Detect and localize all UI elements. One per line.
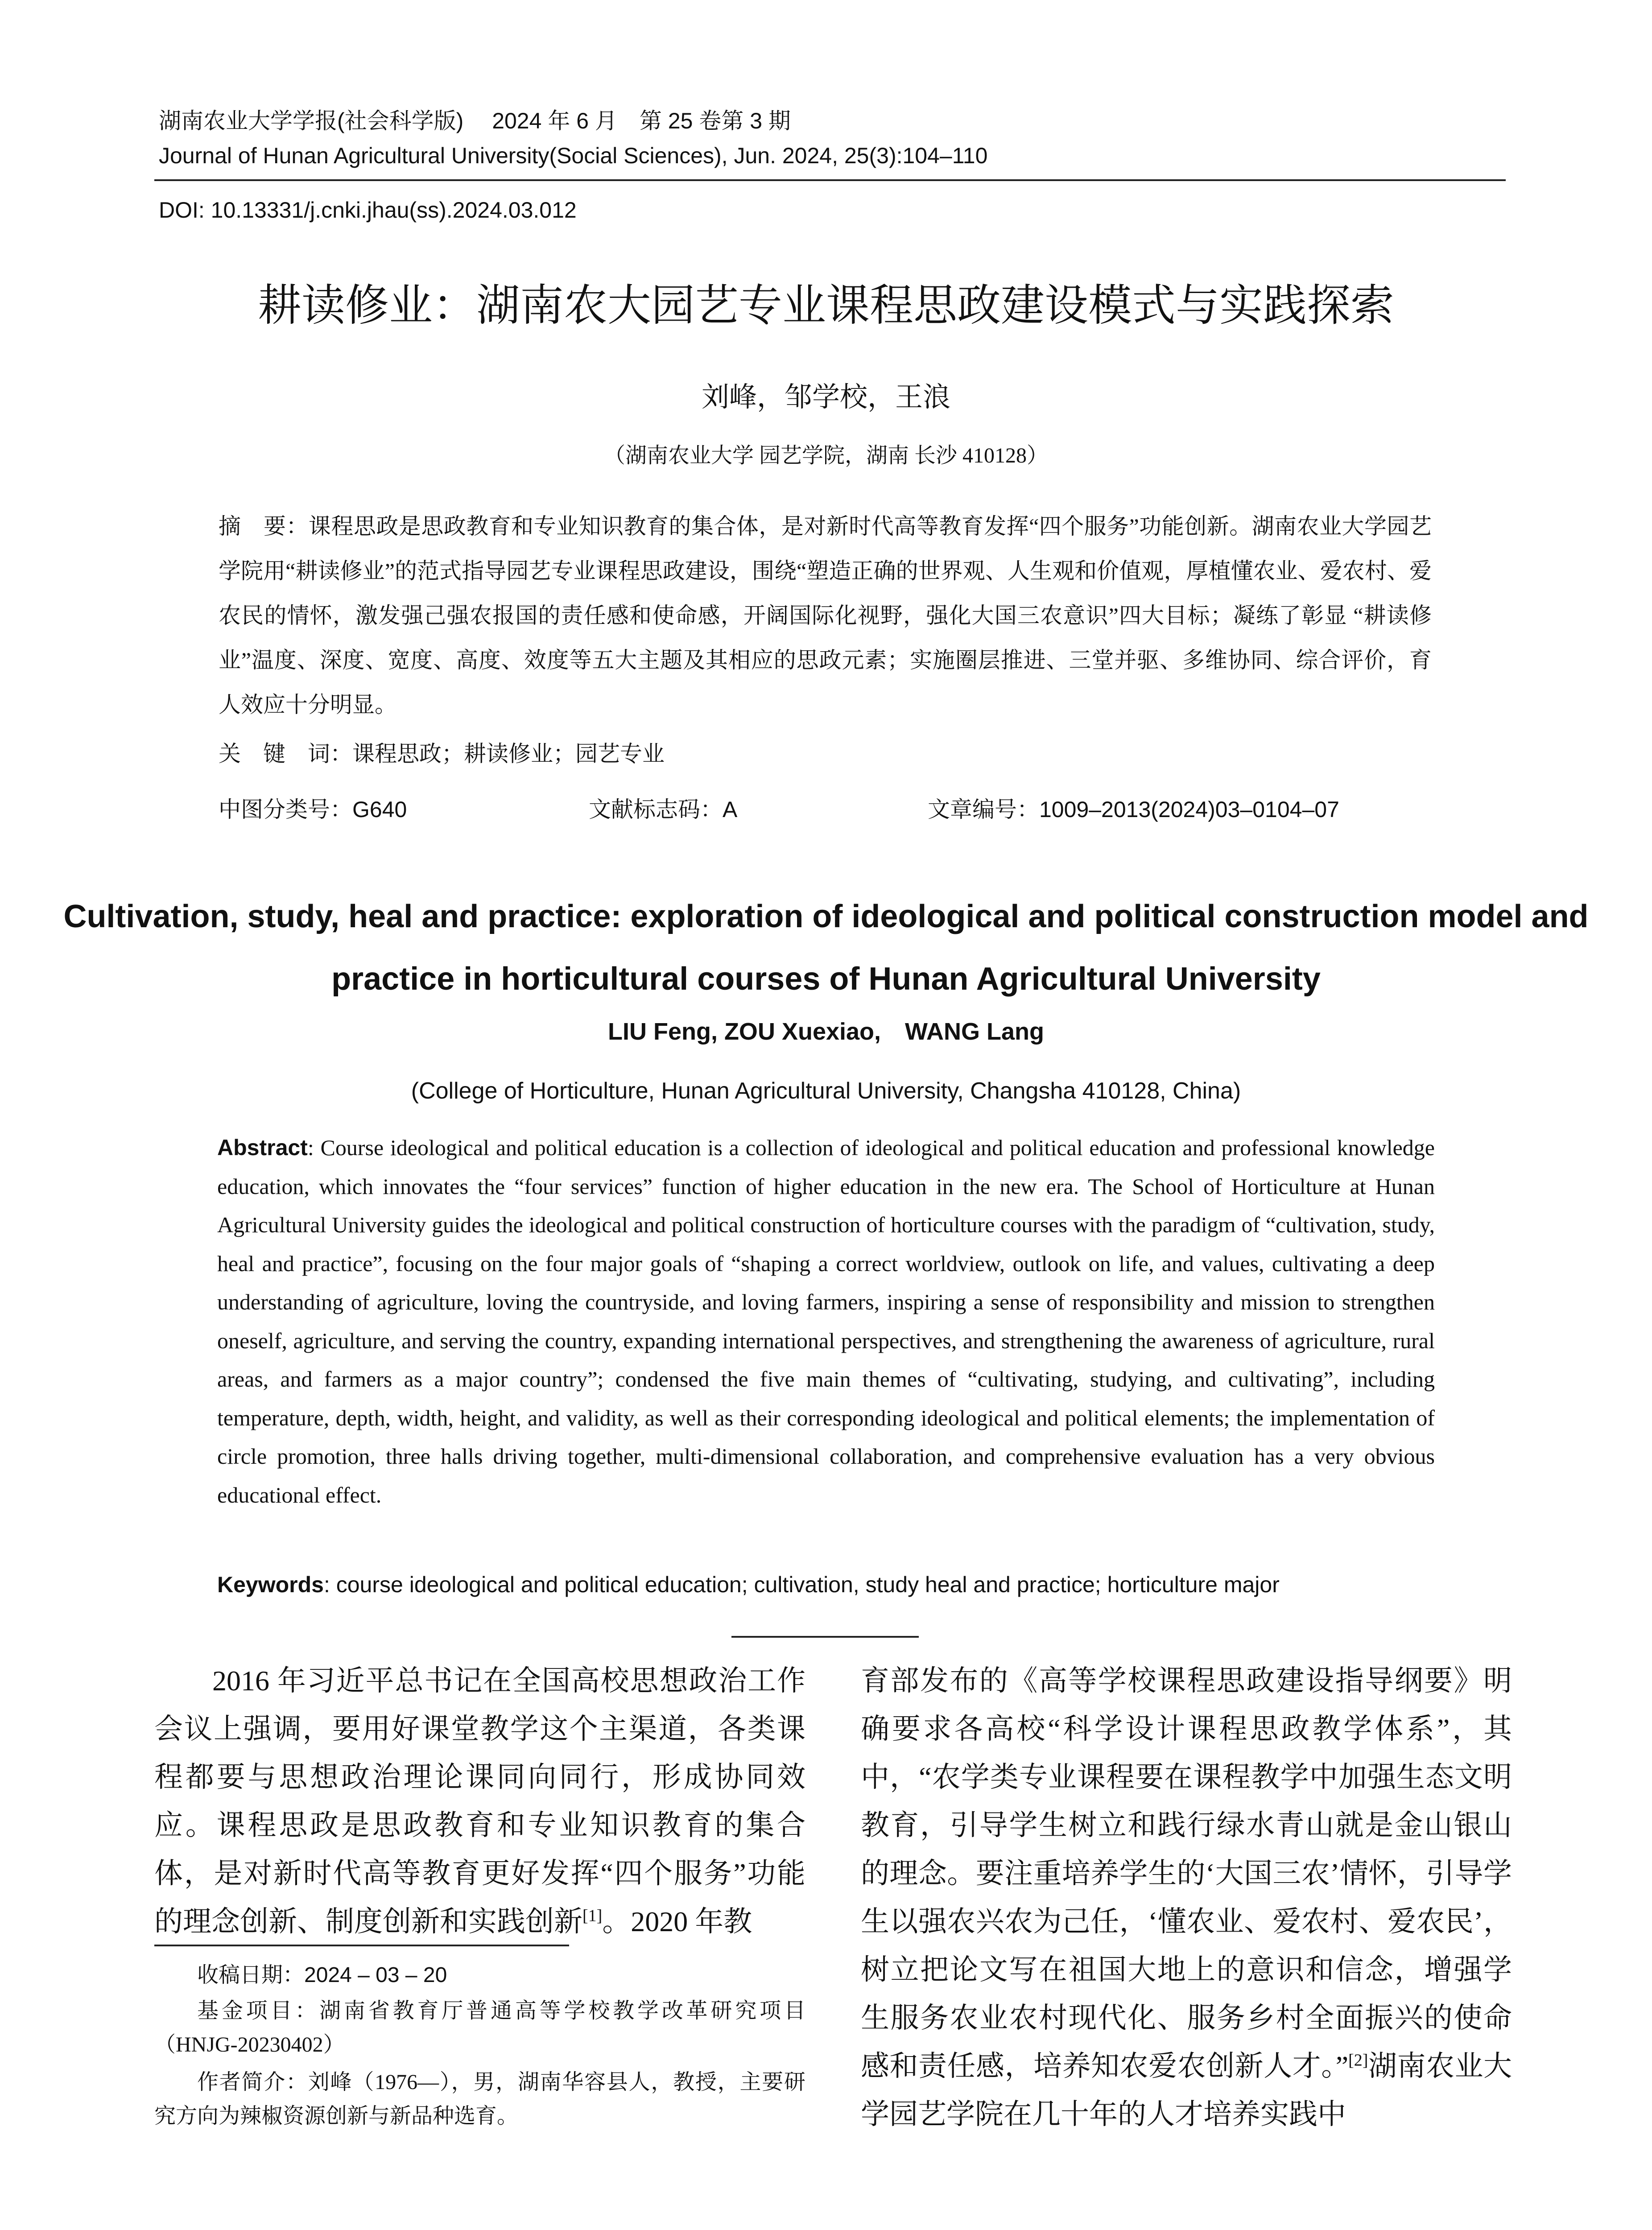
title-en: Cultivation, study, heal and practice: exploration of ideological and political construction model and practice in horticultural courses of Hunan Agricultural University [63,899,1589,997]
body-column-right [861,1657,1512,2139]
author-info-label: 作者简介： [197,2069,308,2094]
clc-number: 中图分类号：G640 [219,797,407,822]
abstract-cn-text: 课程思政是思政教育和专业知识教育的集合体，是对新时代高等教育发挥“四个服务”功能创新。湖南农业大学园艺学院用“耕读修业”的范式指导园艺专业课程思政建设，围绕“塑造正确的世界观、人生观和价值观，厚植懂农业、爱农村、爱农民的情怀，激发强己强农报国的责任感和使命感，开阔国际化视野，强化大国三农意识”四大目标；凝练了彰显 “耕读修业”温度、深度、宽度、高度、效度等五大主题及其相应的思政元素；实施圈层推进、三堂并驱、多维协同、综合评价，育人效应十分明显。 [219,514,1432,717]
received-label: 收稿日期： [197,1962,305,1987]
document-code: 文献标志码：A [589,797,738,822]
journal-header-cn: 湖南农业大学学报(社会科学版) 2024 年 6 月 第 25 卷第 3 期 [159,108,791,133]
keywords-en [217,1568,1435,1602]
author-info-text: 刘峰（1976—），男，湖南华容县人，教授，主要研究方向为辣椒资源创新与新品种选育。 [154,2070,805,2128]
authors-en: LIU Feng, ZOU Xuexiao, WANG Lang [607,1018,1045,1045]
keywords-cn-text: 课程思政；耕读修业；园艺专业 [352,741,665,766]
fund-text: 湖南省教育厅普通高等学校教学改革研究项目（HNJG-20230402） [154,1999,805,2057]
footnote-author [154,2065,805,2133]
section-separator [731,1636,919,1638]
body-column-left [154,1657,805,1937]
keywords-cn-label: 关 键 词： [219,741,352,767]
fund-label: 基金项目： [197,1998,320,2023]
body-right-tail: 湖南农业大学园艺学院在几十年的人才培养实践中 [861,2050,1512,2130]
journal-header-en: Journal of Hunan Agricultural University(Social Sciences), Jun. 2024, 25(3):104–110 [159,143,988,168]
citation-2[interactable]: [2] [1348,2051,1368,2070]
body-left-text: 2016 年习近平总书记在全国高校思想政治工作会议上强调，要用好课堂教学这个主渠道，各类课程都要与思想政治理论课同向同行，形成协同效应。课程思政是思政教育和专业知识教育的集合体，是对新时代高等教育更好发挥“四个服务”功能的理念创新、制度创新和实践创新 [154,1665,805,1937]
received-date: 2024 – 03 – 20 [304,1963,447,1987]
abstract-en [217,1128,1435,1514]
abstract-cn-label: 摘 要： [219,513,309,539]
keywords-cn [219,736,1432,772]
title-cn: 耕读修业：湖南农大园艺专业课程思政建设模式与实践探索 [257,280,1394,331]
header-rule [154,179,1506,181]
article-number: 文章编号：1009–2013(2024)03–0104–07 [928,797,1339,822]
footnote-rule [154,1945,569,1946]
footnote-received [154,1958,805,1992]
affiliation-cn: （湖南农业大学 园艺学院，湖南 长沙 410128） [603,444,1048,467]
footnote-fund [154,1994,805,2062]
abstract-cn [219,504,1432,727]
body-right-text: 育部发布的《高等学校课程思政建设指导纲要》明确要求各高校“科学设计课程思政教学体系”，其中，“农学类专业课程要在课程教学中加强生态文明教育，引导学生树立和践行绿水青山就是金山银山的理念。要注重培养学生的‘大国三农’情怀，引导学生以强农兴农为己任，‘懂农业、爱农村、爱农民’，树立把论文写在祖国大地上的意识和信念，增强学生服务农业农村现代化、服务乡村全面振兴的使命感和责任感，培养知农爱农创新人才。” [861,1665,1512,2082]
affiliation-en: (College of Horticulture, Hunan Agricultural University, Changsha 410128, China) [411,1078,1241,1104]
keywords-en-text: : course ideological and political education; cultivation, study heal and practice; horticulture major [323,1572,1280,1597]
keywords-en-label: Keywords [217,1572,324,1597]
doi: DOI: 10.13331/j.cnki.jhau(ss).2024.03.012 [159,198,577,223]
body-left-tail: 。2020 年教 [602,1906,752,1937]
abstract-en-text: : Course ideological and political education is a collection of ideological and political education and professional knowledge education, which innovates the “four services” function of higher education in the new era. The School of Horticulture at Hunan Agricultural University guides the ideological and political construction of horticulture courses with the paradigm of “cultivation, study, heal and practice”, focusing on the four major goals of “shaping a correct worldview, outlook on life, and values, cultivating a deep understanding of agriculture, loving the countryside, and loving farmers, inspiring a sense of responsibility and mission to strengthen oneself, agriculture, and serving the country, expanding international perspectives, and strengthening the awareness of agriculture, rural areas, and farmers as a major country”; condensed the five main themes of “cultivating, studying, and cultivating”, including temperature, depth, width, height, and validity, as well as their corresponding ideological and political elements; the implementation of circle promotion, three halls driving together, multi-dimensional collaboration, and comprehensive evaluation has a very obvious educational effect. [217,1135,1435,1507]
citation-1[interactable]: [1] [582,1906,603,1925]
abstract-en-label: Abstract [217,1135,308,1160]
authors-cn: 刘峰，邹学校，王浪 [701,380,950,413]
